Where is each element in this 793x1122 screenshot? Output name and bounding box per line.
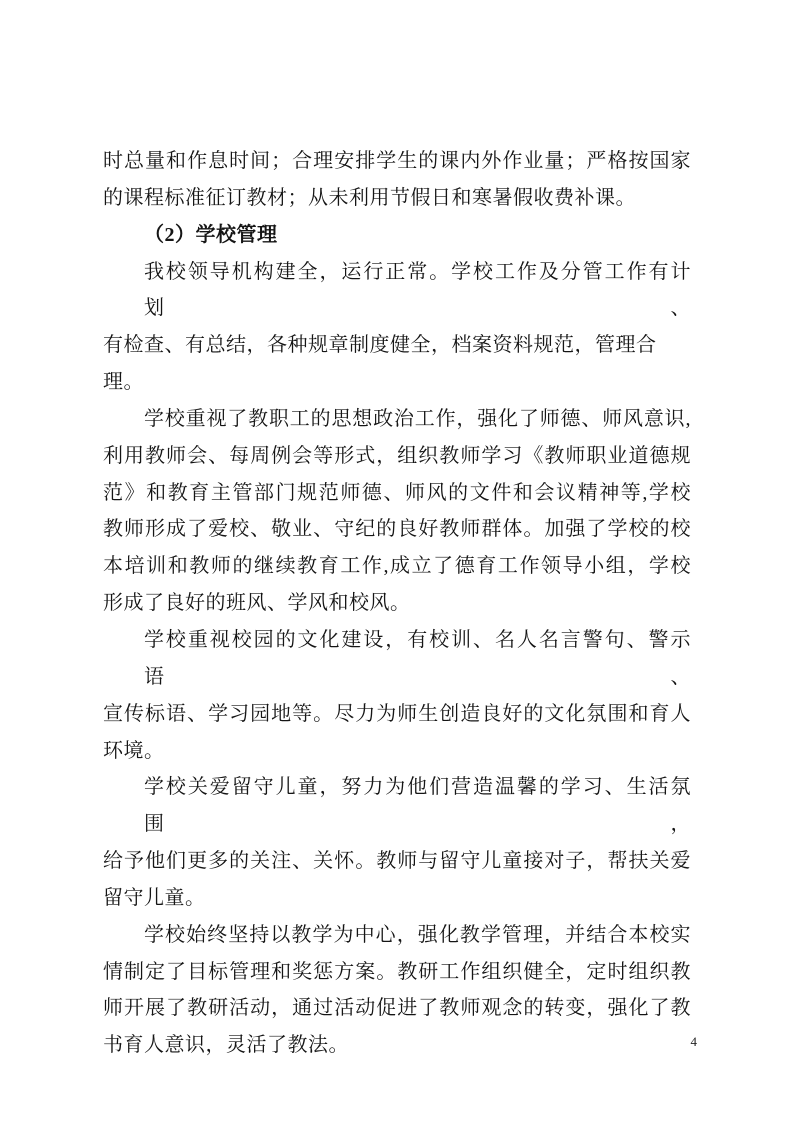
- text-line: 的课程标准征订教材；从未利用节假日和寒暑假收费补课。: [103, 186, 636, 209]
- text-line: 宣传标语、学习园地等。尽力为师生创造良好的文化氛围和育人: [103, 702, 691, 725]
- text-line: 学校关爱留守儿童，努力为他们营造温馨的学习、生活氛围，: [144, 776, 691, 836]
- text-line: 留守儿童。: [103, 886, 206, 909]
- text-line: 情制定了目标管理和奖惩方案。教研工作组织健全，定时组织教: [103, 960, 691, 983]
- text-line: 给予他们更多的关注、关怀。教师与留守儿童接对子，帮扶关爱: [103, 850, 691, 873]
- text-line: 师开展了教研活动，通过活动促进了教师观念的转变，强化了教: [103, 997, 691, 1020]
- text-line: 环境。: [103, 739, 165, 762]
- text-line: 学校始终坚持以教学为中心，强化教学管理，并结合本校实: [144, 923, 691, 946]
- text-line: 书育人意识，灵活了教法。: [103, 1034, 349, 1057]
- text-line: 范》和教育主管部门规范师德、师风的文件和会议精神等,学校: [103, 481, 691, 504]
- text-line: 学校重视校园的文化建设，有校训、名人名言警句、警示语、: [144, 628, 691, 688]
- text-line: 时总量和作息时间；合理安排学生的课内外作业量；严格按国家: [103, 150, 691, 172]
- text-line: 学校重视了教职工的思想政治工作，强化了师德、师风意识,: [144, 407, 691, 430]
- document-body: [103, 143, 691, 1064]
- page-number: 4: [690, 1034, 697, 1049]
- text-line: 有检查、有总结，各种规章制度健全，档案资料规范，管理合理。: [103, 334, 657, 394]
- text-line: 形成了良好的班风、学风和校风。: [103, 592, 411, 615]
- section-heading: （2）学校管理: [144, 223, 278, 246]
- text-line: 本培训和教师的继续教育工作,成立了德育工作领导小组，学校: [103, 555, 691, 578]
- text-line: 利用教师会、每周例会等形式，组织教师学习《教师职业道德规: [103, 444, 691, 467]
- text-line: 教师形成了爱校、敬业、守纪的良好教师群体。加强了学校的校: [103, 518, 691, 541]
- text-line: 我校领导机构建全，运行正常。学校工作及分管工作有计划、: [144, 260, 691, 320]
